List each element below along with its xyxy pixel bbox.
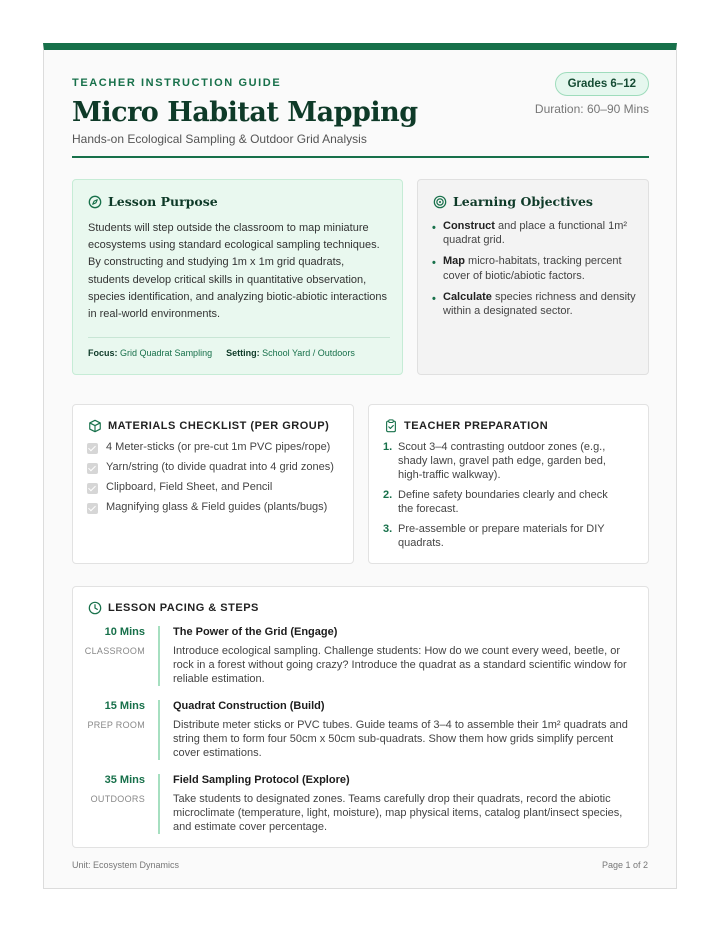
focus-value: Grid Quadrat Sampling <box>120 348 213 358</box>
lesson-purpose-heading: Lesson Purpose <box>108 194 218 209</box>
box-icon <box>88 419 102 433</box>
prep-header <box>384 419 548 433</box>
prep-item-text: Define safety boundaries clearly and check the forecast. <box>398 489 608 515</box>
materials-item <box>87 460 347 474</box>
objective-item <box>432 254 637 283</box>
learning-objectives-card <box>417 179 649 375</box>
materials-header <box>88 419 329 433</box>
materials-item-label: 4 Meter-sticks (or pre-cut 1m PVC pipes/rope) <box>106 441 331 453</box>
purpose-meta <box>88 348 355 358</box>
prep-item <box>383 440 623 482</box>
clock-icon <box>88 601 102 615</box>
setting-meta <box>226 348 355 358</box>
step-description: Distribute meter sticks or PVC tubes. Guide teams of 3–4 to assemble their 1m² quadrats and string them to form four 50cm x 50cm sub-quadrats. Show them how grids simplify percent cover estimations. <box>173 719 628 760</box>
grades-badge: Grades 6–12 <box>555 72 649 96</box>
prep-item-text: Scout 3–4 contrasting outdoor zones (e.g., shady lawn, gravel path edge, garden bed, high-traffic walkway). <box>398 441 606 481</box>
duration-label: Duration: 60–90 Mins <box>534 102 649 116</box>
objective-item <box>432 290 637 319</box>
pacing-header <box>88 601 259 615</box>
prep-heading: TEACHER PREPARATION <box>404 420 549 432</box>
checkbox-checked[interactable] <box>87 463 98 474</box>
step-description: Take students to designated zones. Teams carefully drop their quadrats, record the abiotic microclimate (temperature, light, moisture), map physical items, catalog plant/insect species, and estimate cover percentage. <box>173 793 623 834</box>
footer-unit: Unit: Ecosystem Dynamics <box>72 860 180 870</box>
prep-item-number: 3. <box>383 523 393 535</box>
document-page <box>43 43 677 889</box>
focus-label: Focus: <box>88 348 118 358</box>
page-subtitle: Hands-on Ecological Sampling & Outdoor Grid Analysis <box>72 132 367 146</box>
footer-page-number: Page 1 of 2 <box>601 860 648 870</box>
focus-meta <box>88 348 212 358</box>
step-title: Quadrat Construction (Build) <box>173 700 325 712</box>
checkbox-checked[interactable] <box>87 443 98 454</box>
objective-verb: Calculate <box>443 290 492 303</box>
step-timeline-bar <box>158 774 160 834</box>
setting-label: Setting: <box>226 348 260 358</box>
lesson-purpose-card <box>72 179 403 375</box>
materials-item-label: Yarn/string (to divide quadrat into 4 grid zones) <box>106 461 334 473</box>
step-description: Introduce ecological sampling. Challenge students: How do we count every weed, beetle, or rock in a forest without going crazy? Introduce the quadrat as a standard scientific window for reliable estimation. <box>173 645 627 686</box>
prep-list <box>383 440 623 556</box>
compass-icon <box>88 195 102 209</box>
checkbox-checked[interactable] <box>87 503 98 514</box>
setting-value: School Yard / Outdoors <box>262 348 355 358</box>
pacing-heading: LESSON PACING & STEPS <box>108 602 259 614</box>
lesson-purpose-body: Students will step outside the classroom to map miniature ecosystems using standard ecological sampling techniques. By constructing and studying 1m x 1m grid quadrats, students develop critical skills in quantitative observation, species identification, and analyzing biotic-abiotic interactions in real-world environments. <box>88 222 388 321</box>
objective-verb: Map <box>443 255 465 268</box>
step-time: 10 Mins <box>104 626 145 638</box>
checkbox-checked[interactable] <box>87 483 98 494</box>
step-title: Field Sampling Protocol (Explore) <box>173 774 350 786</box>
clipboard-check-icon <box>384 419 398 433</box>
learning-objectives-heading: Learning Objectives <box>453 194 593 209</box>
learning-objectives-header <box>433 194 593 209</box>
step-location: CLASSROOM <box>84 646 145 656</box>
guide-eyebrow: TEACHER INSTRUCTION GUIDE <box>72 77 282 89</box>
objective-item <box>432 219 637 248</box>
materials-heading: MATERIALS CHECKLIST (PER GROUP) <box>108 420 330 432</box>
step-time: 35 Mins <box>104 774 145 786</box>
teacher-preparation-card <box>368 404 649 564</box>
materials-item <box>87 440 347 454</box>
objective-text: micro-habitats, tracking percent cover of biotic/abiotic factors. <box>443 255 622 282</box>
materials-item-label: Clipboard, Field Sheet, and Pencil <box>106 481 273 493</box>
prep-item-number: 1. <box>383 441 393 453</box>
objective-text: species richness and density within a designated sector. <box>443 290 636 318</box>
materials-item <box>87 500 347 514</box>
page-title: Micro Habitat Mapping <box>72 97 418 128</box>
purpose-divider <box>88 337 390 338</box>
header-divider <box>72 156 649 158</box>
target-icon <box>433 195 447 209</box>
objective-verb: Construct <box>443 220 495 232</box>
step-timeline-bar <box>158 700 160 760</box>
materials-checklist-card <box>72 404 354 564</box>
lesson-purpose-header <box>88 194 218 209</box>
prep-item <box>383 522 623 550</box>
objectives-list <box>432 219 637 325</box>
step-title: The Power of the Grid (Engage) <box>173 626 338 638</box>
prep-item-text: Pre-assemble or prepare materials for DIY quadrats. <box>398 523 605 549</box>
step-time: 15 Mins <box>104 700 145 712</box>
materials-item <box>87 480 347 494</box>
lesson-pacing-card <box>72 586 649 848</box>
objective-text: and place a functional 1m² quadrat grid. <box>443 220 628 247</box>
materials-list <box>87 440 347 520</box>
materials-item-label: Magnifying glass & Field guides (plants/bugs) <box>106 501 328 513</box>
prep-item <box>383 488 623 516</box>
step-location: OUTDOORS <box>90 794 145 804</box>
step-location: PREP ROOM <box>87 720 145 730</box>
prep-item-number: 2. <box>383 489 393 501</box>
step-timeline-bar <box>158 626 160 686</box>
